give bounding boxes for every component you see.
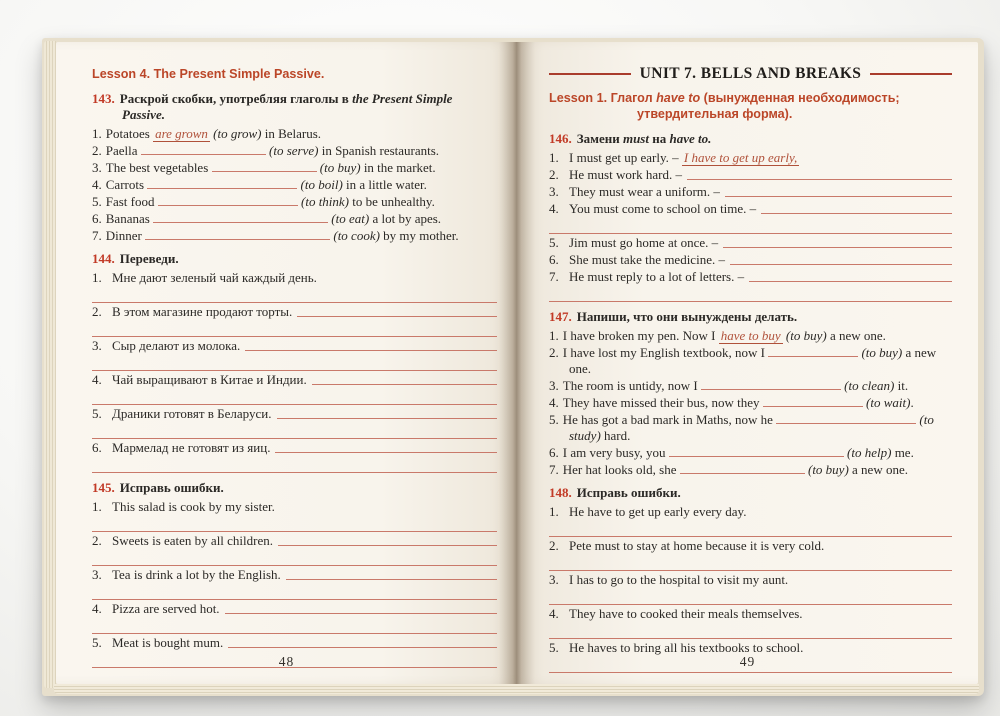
exercise-number: 145.: [92, 480, 115, 495]
verb-hint: (to buy): [785, 328, 827, 343]
text-segment: В этом магазине продают торты.: [112, 304, 293, 319]
text-segment: the Present Simple Passive.: [122, 91, 453, 122]
answer-tail-line: [277, 418, 498, 419]
exercise-item: [92, 635, 497, 651]
exercise-item: [549, 345, 952, 377]
answer-blank-line: [768, 345, 858, 357]
item-number: 5.: [549, 235, 559, 250]
answer-rule-line: [92, 389, 497, 405]
exercise-number: 146.: [549, 131, 572, 146]
verb-hint: (to buy): [807, 462, 849, 477]
item-number: 3.: [92, 160, 102, 175]
item-number: 1.: [92, 270, 102, 285]
exercise-item: [92, 601, 497, 617]
exercise-item: [549, 445, 952, 461]
answer-blank-line: [147, 177, 297, 189]
item-number: 4.: [92, 177, 102, 192]
text-segment: Tea is drink a lot by the English.: [112, 567, 281, 582]
item-number: 5.: [92, 406, 102, 421]
item-sentence: [569, 252, 725, 268]
text-segment: by my mother.: [379, 228, 459, 243]
item-sentence: [112, 270, 317, 286]
text-segment: (вынужденная необходимость;: [700, 91, 900, 105]
exercise-item: [92, 338, 497, 354]
item-number: 5.: [549, 412, 559, 427]
answer-rule-line: [549, 286, 952, 302]
item-sentence: [112, 338, 240, 354]
answer-blank-line: [776, 412, 916, 424]
exercise-item: [92, 143, 497, 159]
item-sentence: [112, 372, 307, 388]
item-number: 5.: [92, 635, 102, 650]
answer-tail-line: [749, 281, 952, 282]
text-segment: I have broken my pen. Now I: [562, 328, 719, 343]
exercise-item: [92, 304, 497, 320]
unit-header-rule: [549, 73, 631, 75]
unit-header-rule: [870, 73, 952, 75]
verb-hint: (to grow): [213, 126, 262, 141]
item-number: 3.: [549, 378, 559, 393]
text-segment: Her hat looks old, she: [562, 462, 680, 477]
exercise-item: [549, 538, 952, 554]
answer-tail-line: [245, 350, 497, 351]
text-segment: Сыр делают из молока.: [112, 338, 241, 353]
item-number: 6.: [92, 211, 102, 226]
text-segment: in Spanish restaurants.: [318, 143, 440, 158]
unit-title: UNIT 7. BELLS AND BREAKS: [639, 65, 862, 82]
text-segment: Раскрой скобки, употребляя глаголы в: [119, 91, 353, 106]
item-sentence: [112, 406, 272, 422]
text-segment: Pete must to stay at home because it is very cold.: [569, 538, 825, 553]
page-right: [517, 42, 978, 684]
exercise-item: [92, 126, 497, 142]
text-segment: Lesson 1. Глагол: [549, 91, 657, 105]
text-segment: in a little water.: [342, 177, 427, 192]
exercise-number: 148.: [549, 485, 572, 500]
text-segment: They have missed their bus, now they: [562, 395, 763, 410]
answer-rule-line: [549, 218, 952, 234]
exercise-item: [92, 160, 497, 176]
text-segment: it.: [894, 378, 909, 393]
item-number: 7.: [549, 462, 559, 477]
answer-tail-line: [687, 179, 952, 180]
page-stack-edge-left: [44, 41, 56, 688]
text-segment: Pizza are served hot.: [112, 601, 220, 616]
sample-answer-text: are grown: [155, 126, 208, 141]
open-workbook: [42, 38, 984, 696]
answer-tail-line: [275, 452, 497, 453]
verb-hint: (to buy): [319, 160, 361, 175]
item-sentence: [569, 269, 744, 285]
verb-hint: (to cook): [333, 228, 380, 243]
page-right-content: [549, 65, 952, 655]
answer-rule-line: [549, 589, 952, 605]
exercise-item: [549, 412, 952, 444]
lesson-header: [92, 66, 497, 82]
sample-answer-text: have to buy: [720, 328, 781, 343]
item-sentence: [112, 440, 270, 456]
exercise-item: [549, 269, 952, 285]
text-segment: This salad is cook by my sister.: [112, 499, 275, 514]
answer-blank-line: [763, 395, 863, 407]
text-segment: I am very busy, you: [562, 445, 669, 460]
answer-tail-line: [228, 647, 497, 648]
text-segment: have to: [656, 91, 701, 105]
text-segment: на: [648, 131, 670, 146]
text-segment: a new one.: [826, 328, 886, 343]
item-sentence: [569, 572, 788, 588]
sample-answer-text: I have to get up early,: [683, 150, 798, 165]
answer-rule-line: [92, 287, 497, 303]
item-number: 2.: [92, 533, 102, 548]
text-segment: He have to get up early every day.: [569, 504, 747, 519]
lesson-header-line: [549, 106, 952, 122]
answer-rule-line: [92, 618, 497, 634]
text-segment: Чай выращивают в Китае и Индии.: [112, 372, 307, 387]
text-segment: have to.: [669, 131, 712, 146]
text-segment: me.: [891, 445, 914, 460]
answer-tail-line: [225, 613, 497, 614]
text-segment: Fast food: [105, 194, 158, 209]
answer-blank-line: [701, 378, 841, 390]
exercise-item: [92, 499, 497, 515]
exercise-item: [92, 406, 497, 422]
unit-header: [549, 66, 952, 82]
answer-rule-line: [549, 623, 952, 639]
text-segment: I must get up early. –: [569, 150, 682, 165]
text-segment: a new one.: [848, 462, 908, 477]
text-segment: a lot by apes.: [369, 211, 442, 226]
page-number-right: 49: [739, 654, 756, 669]
text-segment: The room is untidy, now I: [562, 378, 701, 393]
item-number: 3.: [549, 572, 559, 587]
text-segment: in Belarus.: [261, 126, 322, 141]
item-sentence: [569, 150, 799, 166]
answer-blank-line: [145, 228, 330, 240]
verb-hint: (to boil): [300, 177, 343, 192]
verb-hint: (to study): [569, 412, 934, 443]
text-segment: Sweets is eaten by all children.: [112, 533, 274, 548]
page-left-content: [92, 66, 497, 650]
text-segment: He must reply to a lot of letters. –: [569, 269, 745, 284]
item-number: 4.: [549, 395, 559, 410]
text-segment: Bananas: [105, 211, 154, 226]
answer-rule-line: [92, 423, 497, 439]
exercise-item: [92, 270, 497, 286]
page-left: [56, 42, 517, 684]
item-number: 1.: [92, 499, 102, 514]
exercise-header: [549, 131, 952, 147]
exercise-item: [549, 572, 952, 588]
exercise-item: [549, 328, 952, 344]
item-number: 3.: [92, 338, 102, 353]
text-segment: They must wear a uniform. –: [569, 184, 720, 199]
text-segment: He haves to bring all his textbooks to school.: [569, 640, 804, 655]
text-segment: Исправь ошибки.: [119, 480, 224, 495]
text-segment: The best vegetables: [105, 160, 212, 175]
answer-rule-line: [92, 457, 497, 473]
item-sentence: [569, 201, 756, 217]
text-segment: Potatoes: [105, 126, 154, 141]
item-number: 2.: [549, 345, 559, 360]
text-segment: Замени: [576, 131, 623, 146]
item-number: 2.: [549, 167, 559, 182]
item-sentence: [569, 167, 682, 183]
item-sentence: [569, 538, 824, 554]
verb-hint: (to think): [301, 194, 350, 209]
item-sentence: [569, 606, 803, 622]
verb-hint: (to eat): [331, 211, 370, 226]
answer-tail-line: [278, 545, 497, 546]
text-segment: Paella: [105, 143, 141, 158]
answer-rule-line: [92, 584, 497, 600]
answer-blank-line: [212, 160, 317, 172]
item-number: 4.: [549, 606, 559, 621]
exercise-item: [92, 177, 497, 193]
text-segment: He has got a bad mark in Maths, now he: [562, 412, 777, 427]
text-segment: a new one.: [569, 345, 937, 376]
item-number: 5.: [92, 194, 102, 209]
item-number: 7.: [92, 228, 102, 243]
exercise-item: [549, 150, 952, 166]
answer-blank-line: [153, 211, 328, 223]
text-segment: You must come to school on time. –: [569, 201, 757, 216]
item-sentence: [569, 235, 718, 251]
answer-rule-line: [92, 321, 497, 337]
item-number: 3.: [549, 184, 559, 199]
exercise-item: [549, 395, 952, 411]
answer-rule-line: [92, 516, 497, 532]
item-number: 2.: [92, 304, 102, 319]
exercise-header: [92, 91, 497, 123]
exercise-number: 143.: [92, 91, 115, 106]
item-sentence: [569, 184, 720, 200]
text-segment: in the market.: [360, 160, 436, 175]
item-number: 5.: [549, 640, 559, 655]
answer-blank-line: [669, 445, 844, 457]
item-sentence: [569, 504, 746, 520]
exercise-item: [549, 184, 952, 200]
text-segment: Исправь ошибки.: [576, 485, 681, 500]
lesson-header-line: [92, 66, 497, 82]
text-segment: I have lost my English textbook, now I: [562, 345, 769, 360]
exercise-item: [549, 167, 952, 183]
answer-rule-line: [549, 555, 952, 571]
text-segment: She must take the medicine. –: [569, 252, 725, 267]
item-number: 1.: [549, 150, 559, 165]
lesson-header: [549, 90, 952, 122]
answer-tail-line: [297, 316, 497, 317]
text-segment: They have to cooked their meals themselves.: [569, 606, 803, 621]
answer-tail-line: [723, 247, 952, 248]
item-number: 4.: [92, 372, 102, 387]
text-segment: to be unhealthy.: [349, 194, 435, 209]
page-stack-edge-bottom: [54, 684, 979, 694]
exercise-item: [92, 440, 497, 456]
item-sentence: [112, 533, 273, 549]
exercise-item: [549, 504, 952, 520]
text-segment: .: [910, 395, 914, 410]
item-number: 2.: [549, 538, 559, 553]
answer-blank-line: [141, 143, 266, 155]
item-sentence: [112, 567, 281, 583]
text-segment: Lesson 4. The Present Simple Passive.: [92, 67, 325, 81]
item-number: 4.: [92, 601, 102, 616]
item-number: 3.: [92, 567, 102, 582]
item-sentence: [112, 635, 223, 651]
exercise-item: [549, 378, 952, 394]
text-segment: Dinner: [105, 228, 146, 243]
item-number: 4.: [549, 201, 559, 216]
text-segment: Напиши, что они вынуждены делать.: [576, 309, 798, 324]
item-number: 7.: [549, 269, 559, 284]
text-segment: Мармелад не готовят из яиц.: [112, 440, 271, 455]
exercise-item: [92, 533, 497, 549]
answer-blank-line: [158, 194, 298, 206]
item-number: 1.: [549, 504, 559, 519]
text-segment: He must work hard. –: [569, 167, 683, 182]
exercise-item: [549, 606, 952, 622]
exercise-item: [92, 567, 497, 583]
text-segment: Переведи.: [119, 251, 179, 266]
exercise-item: [92, 194, 497, 210]
item-sentence: [112, 601, 220, 617]
text-segment: I has to go to the hospital to visit my aunt.: [569, 572, 789, 587]
exercise-header: [549, 309, 952, 325]
verb-hint: (to buy): [861, 345, 903, 360]
exercise-header: [549, 485, 952, 501]
item-number: 1.: [549, 328, 559, 343]
exercise-item: [92, 211, 497, 227]
answer-tail-line: [725, 196, 952, 197]
item-number: 6.: [549, 445, 559, 460]
text-segment: hard.: [600, 428, 631, 443]
text-segment: Carrots: [105, 177, 148, 192]
exercise-item: [549, 462, 952, 478]
verb-hint: (to wait): [866, 395, 911, 410]
lesson-header-line: [549, 90, 952, 106]
answer-rule-line: [92, 550, 497, 566]
answer-rule-line: [549, 521, 952, 537]
text-segment: Мне дают зеленый чай каждый день.: [112, 270, 317, 285]
verb-hint: (to clean): [844, 378, 895, 393]
exercise-item: [549, 201, 952, 217]
answer-rule-line: [92, 355, 497, 371]
exercise-header: [92, 480, 497, 496]
exercise-number: 144.: [92, 251, 115, 266]
page-number-left: 48: [278, 654, 295, 669]
exercise-item: [549, 252, 952, 268]
item-number: 1.: [92, 126, 102, 141]
exercise-header: [92, 251, 497, 267]
item-number: 2.: [92, 143, 102, 158]
item-sentence: [112, 499, 275, 515]
text-segment: must: [622, 131, 649, 146]
page-spread: [56, 42, 978, 684]
exercise-item: [549, 235, 952, 251]
verb-hint: (to serve): [269, 143, 319, 158]
answer-blank-line: [680, 462, 805, 474]
text-segment: Драники готовят в Беларуси.: [112, 406, 272, 421]
answer-tail-line: [730, 264, 952, 265]
answer-tail-line: [312, 384, 497, 385]
verb-hint: (to help): [847, 445, 892, 460]
text-segment: Jim must go home at once. –: [569, 235, 719, 250]
item-sentence: [112, 304, 292, 320]
exercise-item: [92, 372, 497, 388]
item-number: 6.: [92, 440, 102, 455]
item-number: 6.: [549, 252, 559, 267]
answer-tail-line: [286, 579, 497, 580]
text-segment: утвердительная форма).: [637, 107, 793, 121]
exercise-number: 147.: [549, 309, 572, 324]
text-segment: Meat is bought mum.: [112, 635, 224, 650]
exercise-item: [92, 228, 497, 244]
answer-tail-line: [761, 213, 952, 214]
